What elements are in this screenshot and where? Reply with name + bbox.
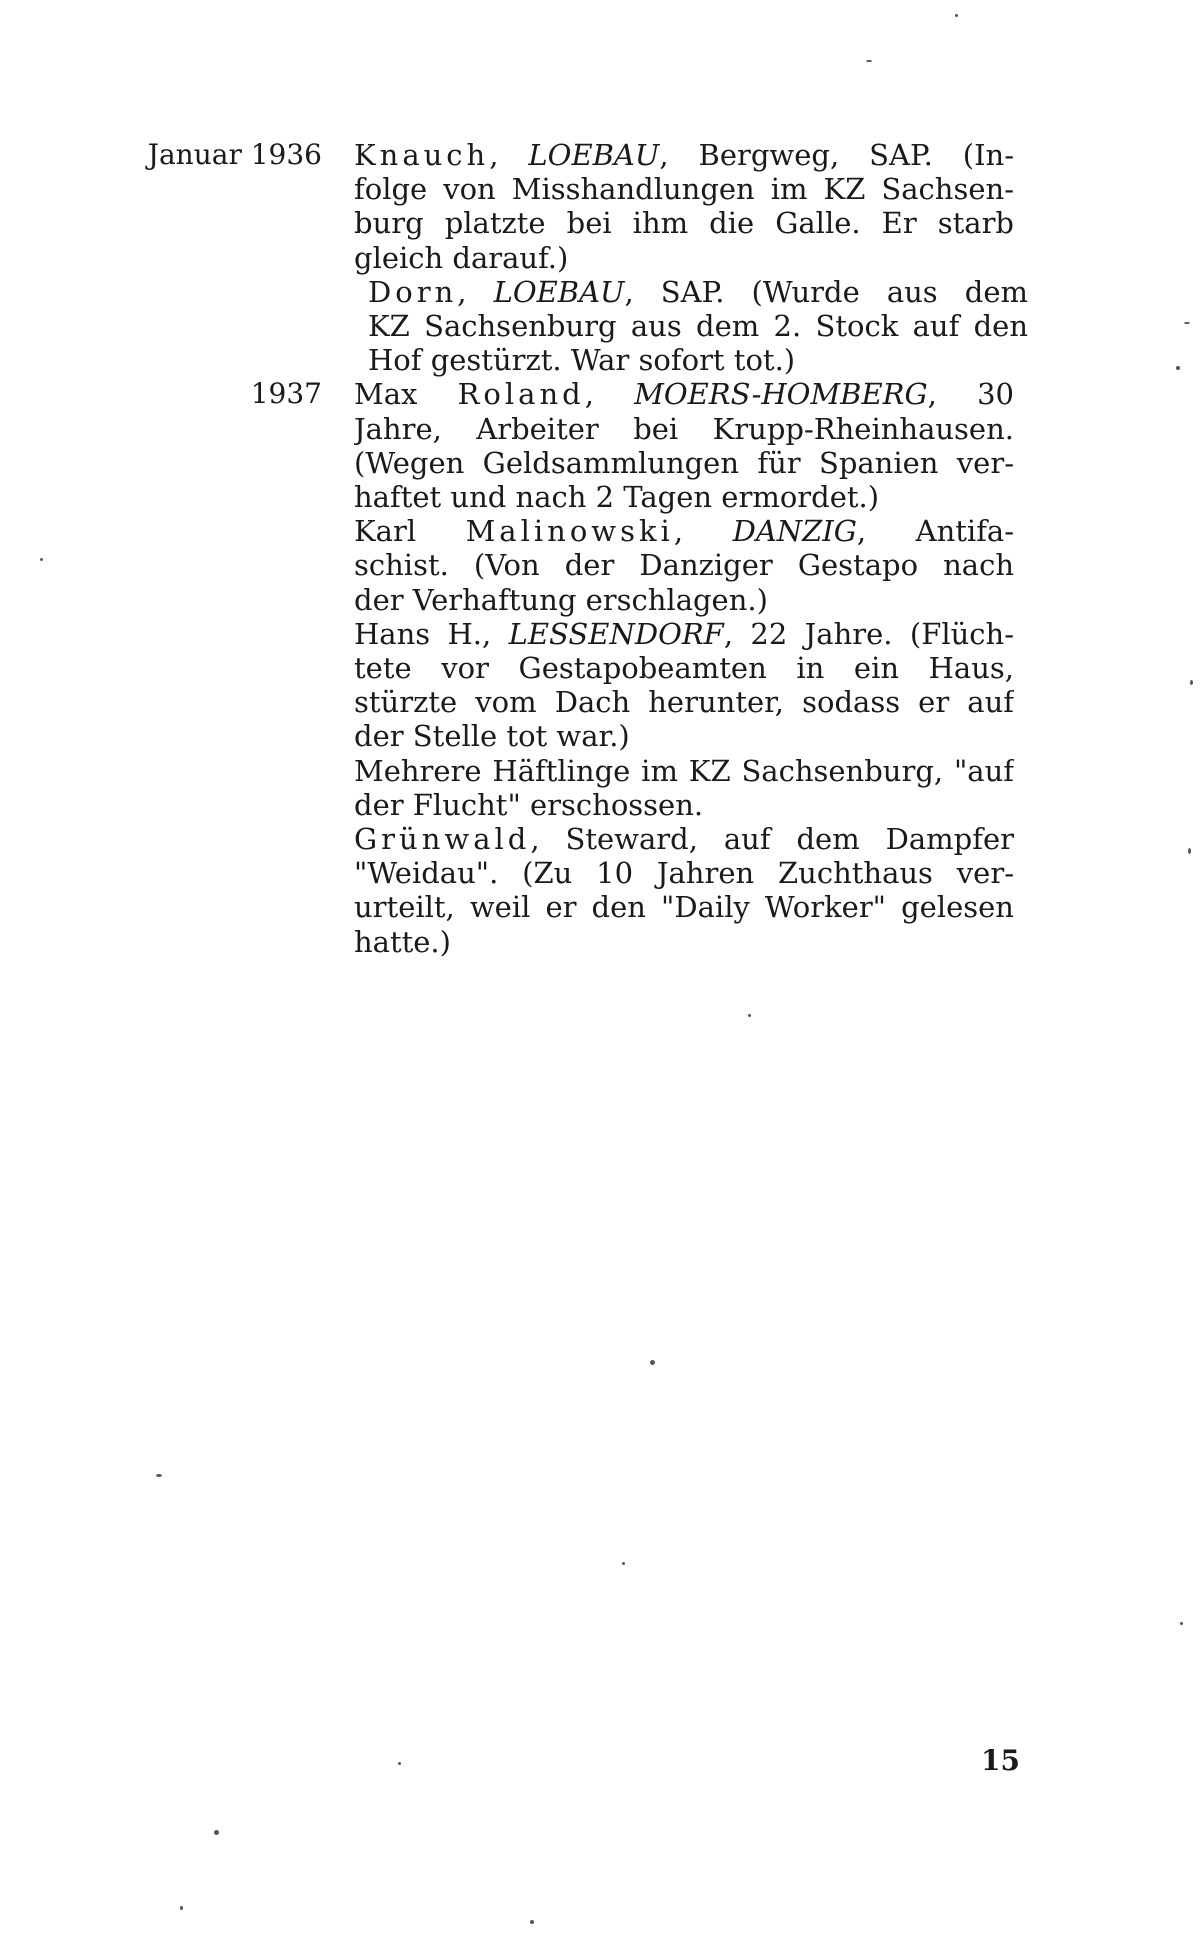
chronicle-entry bbox=[0, 822, 1200, 959]
spaced-name: Grünwald bbox=[354, 822, 531, 857]
scan-speck bbox=[156, 1474, 162, 1477]
text-segment: burg platzte bei ihm die Galle. Er starb bbox=[354, 206, 1014, 241]
place-name: LOEBAU bbox=[528, 138, 660, 172]
text-line bbox=[354, 241, 1014, 275]
scan-speck bbox=[955, 14, 958, 17]
text-segment: der Flucht" erschossen. bbox=[354, 787, 704, 822]
text-segment: Jahre, Arbeiter bei Krupp-Rheinhausen. bbox=[354, 411, 1014, 446]
scan-speck bbox=[180, 1906, 183, 1910]
text-line bbox=[354, 138, 1014, 172]
text-line bbox=[354, 719, 1014, 753]
text-segment: hatte.) bbox=[354, 924, 451, 959]
page-number: 15 bbox=[981, 1744, 1020, 1777]
scan-speck bbox=[748, 1014, 751, 1017]
entry-text bbox=[354, 754, 1014, 822]
text-segment: Max bbox=[354, 377, 458, 412]
entry-text bbox=[354, 377, 1014, 514]
scan-speck bbox=[650, 1360, 655, 1365]
entry-text bbox=[354, 275, 1028, 378]
text-segment: , 30 bbox=[927, 377, 1014, 412]
text-line bbox=[354, 685, 1014, 719]
scan-speck bbox=[1184, 322, 1190, 324]
text-segment: Karl bbox=[354, 514, 466, 549]
text-line bbox=[354, 548, 1014, 582]
text-segment: "Weidau". (Zu 10 Jahren Zuchthaus ver- bbox=[354, 856, 1014, 891]
text-line bbox=[354, 377, 1014, 411]
text-line bbox=[368, 275, 1028, 309]
text-line bbox=[368, 343, 1028, 377]
text-segment: , bbox=[584, 377, 635, 412]
entry-date: Januar 1936 bbox=[147, 138, 322, 171]
place-name: LOEBAU bbox=[493, 274, 625, 309]
text-line bbox=[354, 583, 1014, 617]
text-segment: , bbox=[673, 514, 733, 549]
text-segment: gleich darauf.) bbox=[354, 240, 569, 275]
spaced-name: Knauch bbox=[354, 138, 490, 172]
place-name: DANZIG bbox=[732, 514, 857, 549]
place-name: LESSENDORF bbox=[508, 616, 724, 651]
spaced-name: Roland bbox=[457, 377, 585, 412]
text-line bbox=[354, 788, 1014, 822]
text-line bbox=[368, 309, 1028, 343]
text-line bbox=[354, 822, 1014, 856]
text-segment: , bbox=[457, 274, 494, 309]
entry-text bbox=[354, 514, 1014, 617]
chronicle-entry bbox=[0, 138, 1200, 275]
text-segment: schist. (Von der Danziger Gestapo nach bbox=[354, 548, 1014, 583]
text-segment: der Stelle tot war.) bbox=[354, 719, 630, 754]
scan-speck bbox=[40, 558, 43, 561]
text-segment: der Verhaftung erschlagen.) bbox=[354, 582, 768, 617]
scan-speck bbox=[1176, 366, 1180, 370]
chronicle-entries bbox=[0, 138, 1200, 959]
entry-date: 1937 bbox=[250, 377, 322, 411]
text-line bbox=[354, 446, 1014, 480]
text-segment: stürzte vom Dach herunter, sodass er auf bbox=[354, 685, 1014, 720]
chronicle-entry bbox=[0, 377, 1200, 514]
entry-text bbox=[354, 822, 1014, 959]
text-line bbox=[354, 617, 1014, 651]
scan-speck bbox=[214, 1830, 219, 1835]
text-segment: Hans H., bbox=[354, 616, 509, 651]
place-name: MOERS-HOMBERG bbox=[634, 377, 928, 412]
text-line bbox=[354, 412, 1014, 446]
text-segment: haftet und nach 2 Tagen ermordet.) bbox=[354, 480, 880, 515]
text-segment: urteilt, weil er den "Daily Worker" gelesen bbox=[354, 890, 1014, 925]
text-line bbox=[354, 651, 1014, 685]
text-segment: , 22 Jahre. (Flüch- bbox=[723, 616, 1014, 651]
text-segment: tete vor Gestapobeamten in ein Haus, bbox=[354, 651, 1014, 686]
chronicle-entry bbox=[0, 275, 1200, 378]
text-line bbox=[354, 514, 1014, 548]
text-line bbox=[354, 206, 1014, 240]
scan-speck bbox=[1190, 680, 1193, 685]
text-line bbox=[354, 856, 1014, 890]
scan-speck bbox=[398, 1762, 401, 1765]
text-segment: folge von Misshandlungen im KZ Sachsen- bbox=[354, 172, 1014, 207]
scan-speck bbox=[530, 1920, 534, 1924]
text-segment: , Antifa- bbox=[856, 514, 1014, 549]
text-segment: Hof gestürzt. War sofort tot.) bbox=[368, 343, 796, 378]
text-line bbox=[354, 754, 1014, 788]
chronicle-entry bbox=[0, 754, 1200, 822]
text-segment: , SAP. (Wurde aus dem bbox=[624, 274, 1028, 309]
spaced-name: Malinowski bbox=[465, 514, 674, 549]
scan-speck bbox=[622, 1562, 625, 1565]
text-line bbox=[354, 890, 1014, 924]
text-segment: , Steward, auf dem Dampfer bbox=[530, 822, 1014, 857]
text-segment: , Bergweg, SAP. (In- bbox=[659, 138, 1014, 172]
text-segment: KZ Sachsenburg aus dem 2. Stock auf den bbox=[368, 309, 1028, 344]
scan-speck bbox=[866, 60, 872, 62]
entry-text bbox=[354, 617, 1014, 754]
spaced-name: Dorn bbox=[368, 274, 458, 309]
text-segment: , bbox=[489, 138, 529, 172]
scan-speck bbox=[1180, 1622, 1183, 1625]
entry-text bbox=[354, 138, 1014, 275]
chronicle-entry bbox=[0, 514, 1200, 617]
scan-speck bbox=[1188, 848, 1191, 854]
text-line bbox=[354, 925, 1014, 959]
chronicle-entry bbox=[0, 617, 1200, 754]
text-segment: Mehrere Häftlinge im KZ Sachsenburg, "auf bbox=[354, 753, 1014, 788]
text-line bbox=[354, 480, 1014, 514]
text-segment: (Wegen Geldsammlungen für Spanien ver- bbox=[354, 445, 1014, 480]
text-line bbox=[354, 172, 1014, 206]
